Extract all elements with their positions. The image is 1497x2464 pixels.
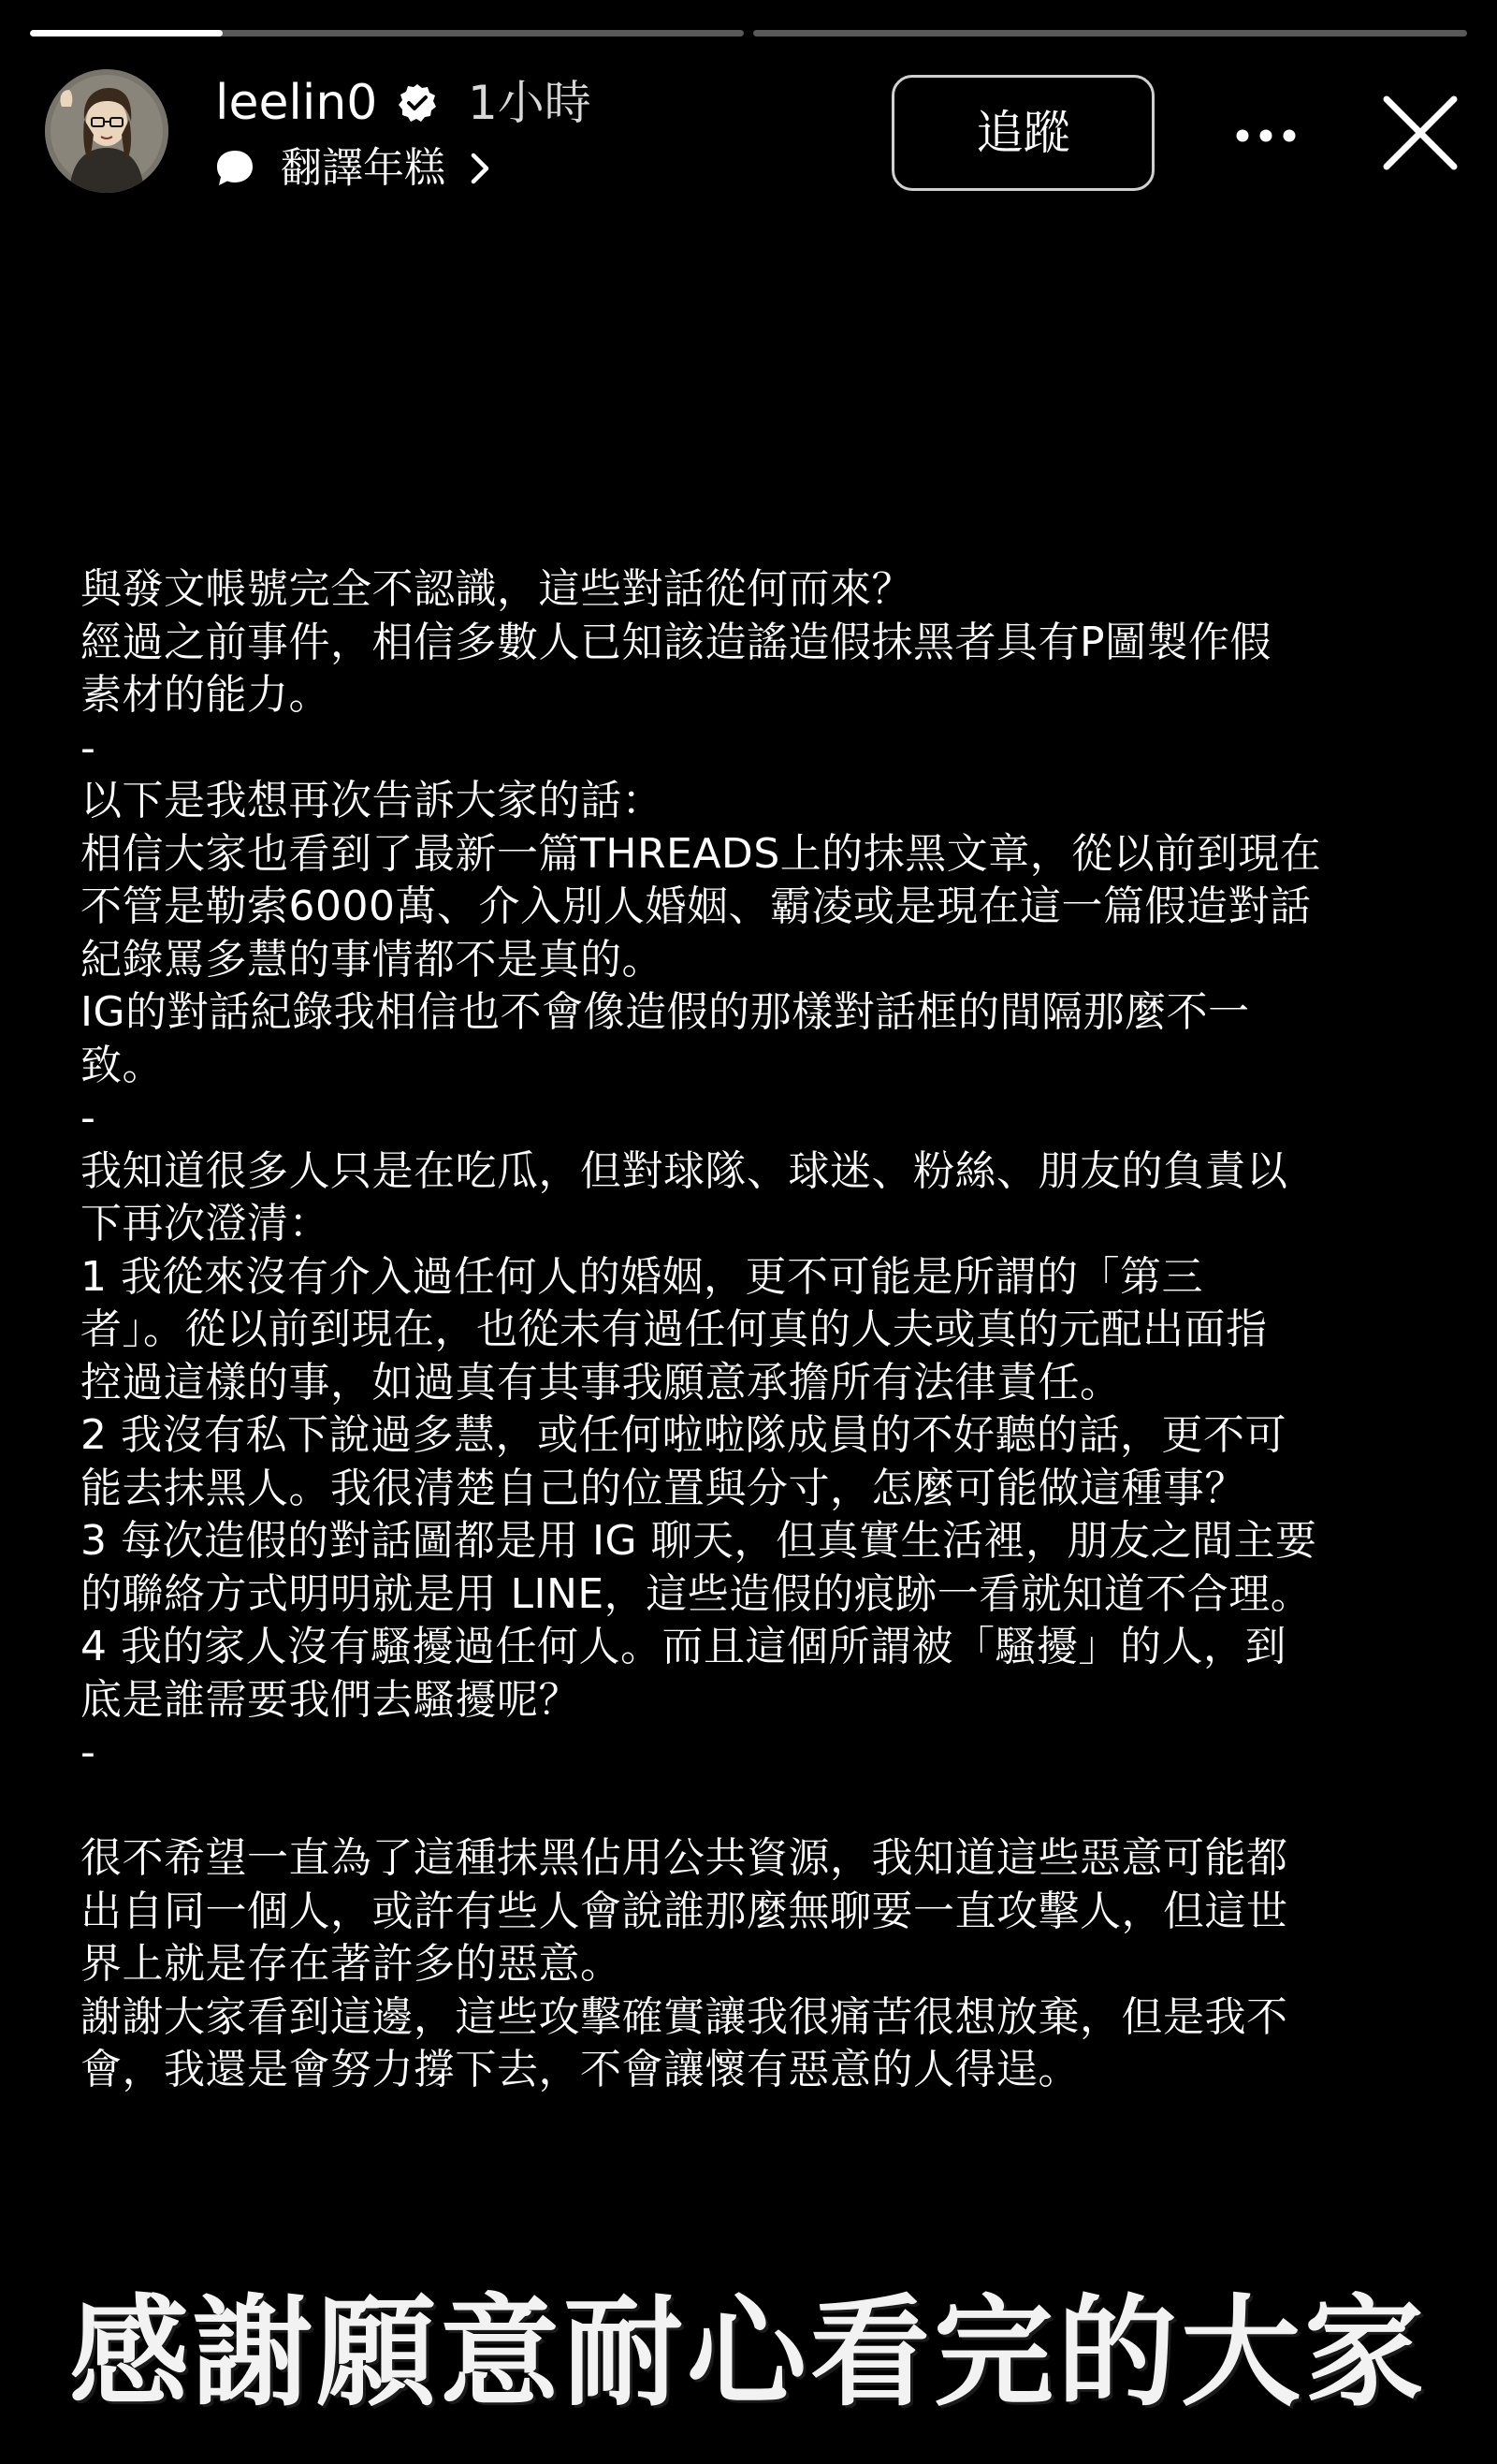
statement-line: - [80,1094,96,1142]
statement-line: 能去抹黑人。我很清楚自己的位置與分寸，怎麼可能做這種事？ [80,1464,1246,1512]
close-icon[interactable] [1381,94,1460,172]
statement-line: 3 每次造假的對話圖都是用 IG 聊天，但真實生活裡，朋友之間主要 [80,1517,1317,1565]
story-progress-segment [753,30,1467,36]
statement-line: 者」。從以前到現在，也從未有過任何真的人夫或真的元配出面指 [80,1305,1268,1353]
statement-line: 底是誰需要我們去騷擾呢？ [80,1675,580,1724]
verified-badge-icon [397,82,438,124]
story-progress-bar [30,30,1467,36]
more-options-icon[interactable] [1231,112,1301,159]
statement-line: 與發文帳號完全不認識，這些對話從何而來？ [80,565,913,613]
statement-line: 界上就是存在著許多的惡意。 [80,1940,622,1988]
statement-line: 致。 [80,1041,164,1089]
statement-line: 很不希望一直為了這種抹黑佔用公共資源，我知道這些惡意可能都 [80,1834,1288,1882]
statement-line: 相信大家也看到了最新一篇THREADS上的抹黑文章，從以前到現在 [80,829,1322,878]
statement-line: 紀錄罵多慧的事情都不是真的。 [80,935,663,984]
statement-line: IG的對話紀錄我相信也不會像造假的那樣對話框的間隔那麼不一 [80,988,1250,1036]
statement-line: 我知道很多人只是在吃瓜，但對球隊、球迷、粉絲、朋友的負責以 [80,1146,1288,1195]
statement-line: - [80,723,96,772]
avatar[interactable] [45,69,168,193]
statement-line: 謝謝大家看到這邊，這些攻擊確實讓我很痛苦很想放棄，但是我不 [80,1992,1288,2041]
statement-line: 控過這樣的事，如過真有其事我願意承擔所有法律責任。 [80,1358,1122,1407]
post-time: 1小時 [468,76,591,130]
avatar-illustration [45,69,168,193]
statement-line: 4 我的家人沒有騷擾過任何人。而且這個所謂被「騷擾」的人，到 [80,1623,1286,1670]
statement-line [80,1780,1428,1833]
story-progress-fill [30,30,223,36]
statement-line: 會，我還是會努力撐下去，不會讓懷有惡意的人得逞。 [80,2046,1080,2093]
statement-line: 下再次澄清： [80,1200,330,1247]
statement-line: 1 我從來沒有介入過任何人的婚姻，更不可能是所謂的「第三 [80,1252,1203,1301]
statement-line: 經過之前事件，相信多數人已知該造謠造假抹黑者具有P圖製作假 [80,618,1272,666]
statement-line: 不管是勒索6000萬、介入別人婚姻、霸凌或是現在這一篇假造對話 [80,882,1312,930]
story-statement-text [80,563,1428,2097]
statement-line: 2 我沒有私下說過多慧，或任何啦啦隊成員的不好聽的話，更不可 [80,1411,1286,1459]
story-caption: 感謝願意耐心看完的大家 [68,2283,1428,2423]
statement-line: 以下是我想再次告訴大家的話： [80,777,663,824]
username[interactable]: leelin0 [215,75,378,131]
follow-button[interactable]: 追蹤 [892,75,1155,191]
story-progress-segment [30,30,744,36]
statement-line: 素材的能力。 [80,671,330,719]
statement-line: 出自同一個人，或許有些人會說誰那麼無聊要一直攻擊人，但這世 [80,1887,1288,1935]
chevron-right-icon [468,150,492,187]
translate-label: 翻譯年糕 [281,144,445,192]
translate-link[interactable] [213,140,492,197]
statement-line: - [80,1728,96,1776]
chat-bubble-icon [213,147,256,190]
statement-line: 的聯絡方式明明就是用 LINE，這些造假的痕跡一看就知道不合理。 [80,1569,1313,1618]
